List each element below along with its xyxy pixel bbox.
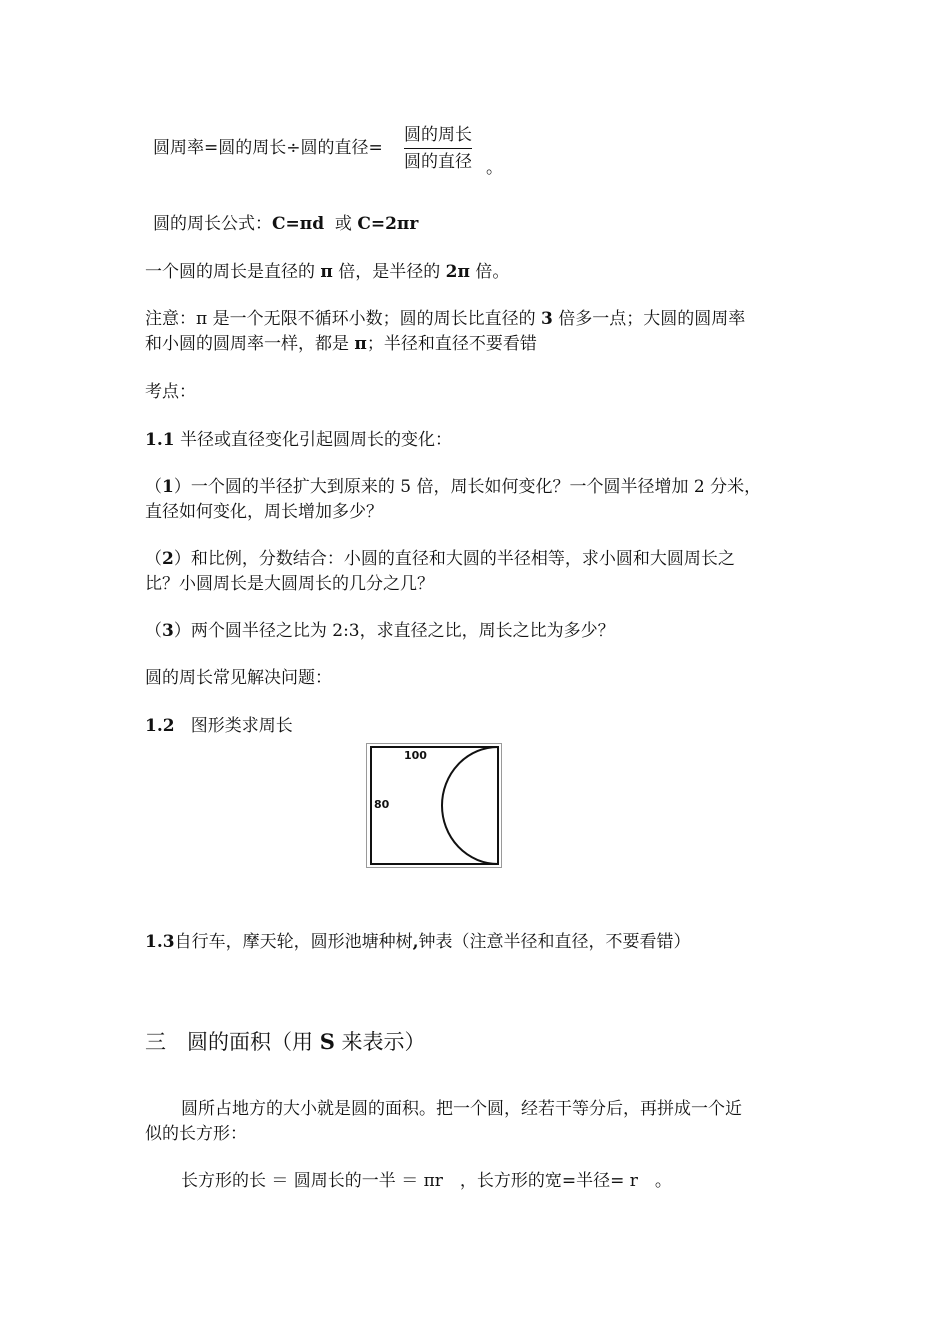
line3-text-b: 倍，是半径的 — [338, 262, 441, 282]
section-1-2-heading — [145, 714, 293, 738]
q1-number: 1 — [162, 477, 174, 497]
note-three: 3 — [540, 309, 553, 329]
formula-c-2pi-r: C=2πr — [357, 214, 419, 234]
section-1-1-number: 1.1 — [145, 430, 175, 450]
note-text-a: 注意：π 是一个无限不循环小数；圆的周长比直径的 — [145, 309, 536, 329]
section-1-1-text: 半径或直径变化引起圆周长的变化： — [179, 430, 452, 450]
line3-text-c: 倍。 — [475, 262, 510, 282]
q1-text-a: ）一个圆的半径扩大到原来的 5 倍，周长如何变化？一个圆半径增加 2 分米， — [173, 477, 762, 497]
pi-times-line — [145, 260, 509, 284]
section-3-prefix: 三 圆的面积（用 — [145, 1030, 313, 1054]
note-pi: π — [354, 334, 367, 354]
fraction-denominator: 圆的直径 — [404, 152, 472, 172]
circumference-formula-line — [153, 212, 418, 236]
q1-text-b: 直径如何变化，周长增加多少？ — [145, 502, 383, 522]
common-problems-text: 圆的周长常见解决问题： — [145, 668, 332, 688]
section-1-3-number: 1.3 — [145, 932, 175, 952]
area-text-a: 圆所占地方的大小就是圆的面积。把一个圆，经若干等分后，再拼成一个近 — [181, 1099, 742, 1119]
q3-number: 3 — [162, 621, 174, 641]
fraction-numerator: 圆的周长 — [404, 122, 472, 149]
section-1-2-text: 图形类求周长 — [190, 716, 293, 736]
q2-open-paren: （ — [145, 549, 162, 569]
area-paragraph-line-2 — [145, 1122, 247, 1146]
fraction — [404, 122, 472, 175]
figure-label-left: 80 — [374, 798, 390, 811]
figure-label-top: 100 — [404, 749, 427, 762]
question-3-line — [145, 619, 615, 643]
formula-c-pi-d: C=πd — [272, 214, 325, 234]
rectangle-dimensions-text: 长方形的长 ＝ 圆周长的一半 ＝ πr ，长方形的宽=半径= r 。 — [181, 1171, 672, 1191]
circumference-ratio-formula — [153, 136, 383, 160]
line3-text-a: 一个圆的周长是直径的 — [145, 262, 315, 282]
q1-open-paren: （ — [145, 477, 162, 497]
formula2-prefix: 圆的周长公式： — [153, 214, 272, 234]
question-2-line-1 — [145, 547, 735, 571]
period: 。 — [486, 158, 503, 178]
note-text-c: 和小圆的圆周率一样，都是 — [145, 334, 349, 354]
section-1-3-comma: , — [412, 932, 419, 952]
section-3-s: S — [319, 1029, 335, 1054]
formula-end — [486, 156, 503, 180]
rectangle-dimensions-line — [181, 1169, 672, 1193]
area-text-b: 似的长方形： — [145, 1124, 247, 1144]
section-1-3-text-b: 钟表（注意半径和直径，不要看错） — [418, 932, 691, 952]
note-text-b: 倍多一点；大圆的圆周率 — [558, 309, 746, 329]
formula-or: 或 — [334, 214, 352, 234]
question-1-line-2 — [145, 500, 383, 524]
rectangle-semicircle-figure — [366, 743, 502, 868]
kaodian-label — [145, 380, 196, 404]
common-problems-label — [145, 666, 332, 690]
section-3-suffix: 来表示） — [341, 1030, 426, 1054]
q3-text-a: ）两个圆半径之比为 2:3，求直径之比，周长之比为多少？ — [173, 621, 615, 641]
q2-text-b: 比？小圆周长是大圆周长的几分之几？ — [145, 574, 434, 594]
note-line-1 — [145, 307, 745, 331]
area-paragraph-line-1 — [181, 1097, 742, 1121]
line3-pi: π — [320, 262, 333, 282]
formula-lhs: 圆周率=圆的周长÷圆的直径= — [153, 138, 383, 158]
section-1-3-text-a: 自行车，摩天轮，圆形池塘种树 — [174, 932, 413, 952]
section-1-3-line — [145, 930, 691, 954]
note-line-2 — [145, 332, 537, 356]
q3-open-paren: （ — [145, 621, 162, 641]
line3-2pi: 2π — [445, 262, 470, 282]
q2-text-a: ）和比例，分数结合：小圆的直径和大圆的半径相等，求小圆和大圆周长之 — [173, 549, 735, 569]
question-1-line-1 — [145, 475, 761, 499]
note-text-d: ；半径和直径不要看错 — [366, 334, 537, 354]
question-2-line-2 — [145, 572, 434, 596]
section-1-2-number: 1.2 — [145, 716, 175, 736]
section-3-heading — [145, 1030, 426, 1054]
q2-number: 2 — [162, 549, 174, 569]
kaodian-text: 考点： — [145, 382, 196, 402]
section-1-1-heading — [145, 428, 452, 452]
